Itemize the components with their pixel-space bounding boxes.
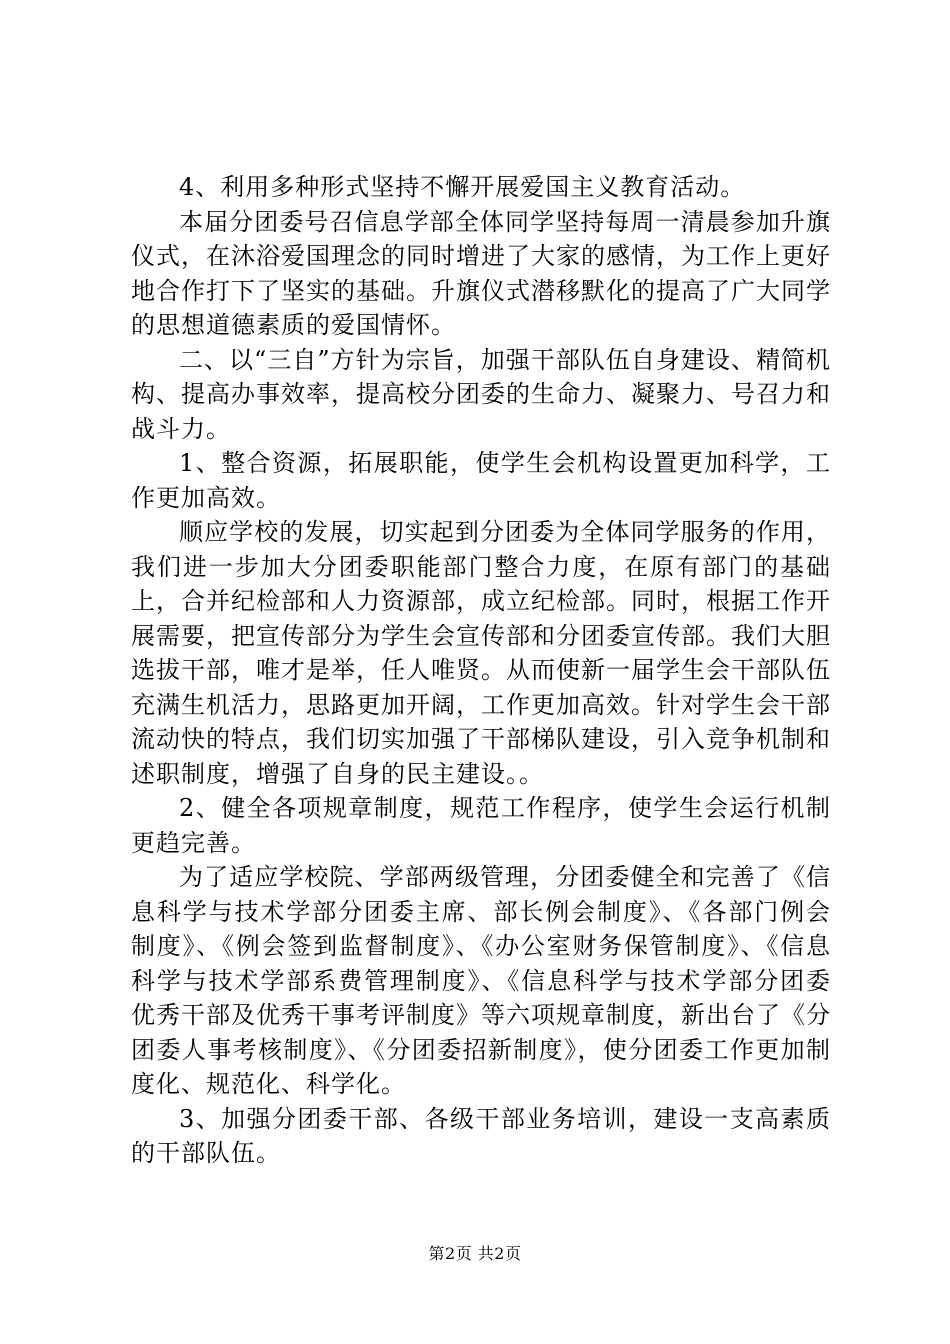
paragraph-training-heading: 3、加强分团委干部、各级干部业务培训，建设一支高素质的干部队伍。: [131, 1104, 831, 1167]
paragraph-rules-heading: 2、健全各项规章制度，规范工作程序，使学生会运行机制更趋完善。: [131, 794, 831, 857]
page-number-label: 第2页 共2页: [428, 1244, 522, 1263]
paragraph-resource-integration-heading: 1、整合资源，拓展职能，使学生会机构设置更加科学，工作更加高效。: [131, 449, 831, 512]
paragraph-section-two-heading: 二、以“三自”方针为宗旨，加强干部队伍自身建设、精简机构、提高办事效率，提高校分团委的生命力、凝聚力、号召力和战斗力。: [131, 345, 831, 443]
paragraph-flag-ceremony: 本届分团委号召信息学部全体同学坚持每周一清晨参加升旗仪式，在沐浴爱国理念的同时增进了大家的感情，为工作上更好地合作打下了坚实的基础。升旗仪式潜移默化的提高了广大同学的思想道德素质的爱国情怀。: [131, 207, 831, 339]
paragraph-patriotic-education-heading: 4、利用多种形式坚持不懈开展爱国主义教育活动。: [179, 173, 746, 201]
paragraph-department-restructuring: 顺应学校的发展，切实起到分团委为全体同学服务的作用，我们进一步加大分团委职能部门整合力度，在原有部门的基础上，合并纪检部和人力资源部，成立纪检部。同时，根据工作开展需要，把宣传部分为学生会宣传部和分团委宣传部。我们大胆选拔干部，唯才是举，任人唯贤。从而使新一届学生会干部队伍充满生机活力，思路更加开阔，工作更加高效。针对学生会干部流动快的特点，我们切实加强了干部梯队建设，引入竞争机制和述职制度，增强了自身的民主建设。。: [131, 518, 831, 788]
document-body: [131, 170, 831, 1171]
page-footer: [0, 1243, 950, 1265]
paragraph-rules-list: 为了适应学校院、学部两级管理，分团委健全和完善了《信息科学与技术学部分团委主席、部长例会制度》、《各部门例会制度》、《例会签到监督制度》、《办公室财务保管制度》、《信息科学与技术学部系费管理制度》、《信息科学与技术学部分团委优秀干部及优秀干事考评制度》等六项规章制度，新出台了《分团委人事考核制度》、《分团委招新制度》，使分团委工作更加制度化、规范化、科学化。: [131, 863, 831, 1098]
